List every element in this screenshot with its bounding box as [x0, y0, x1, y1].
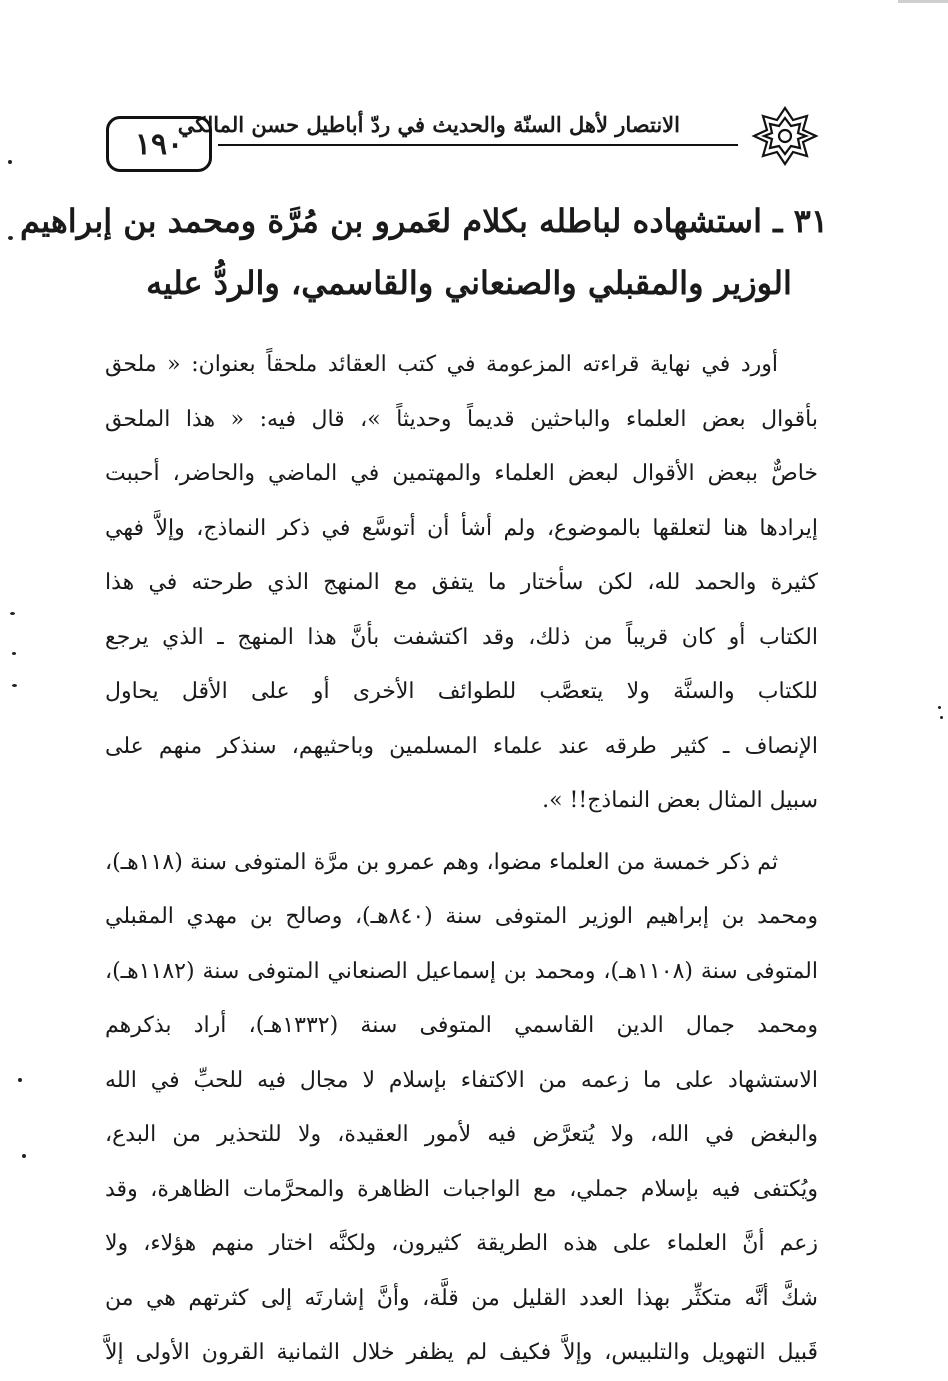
text-line: ومحمد بن إبراهيم الوزير المتوفى سنة (٨٤٠هـ)، وصالح بن مهدي المقبلي: [105, 904, 818, 929]
scan-speck: [10, 612, 15, 615]
text-line: إيرادها هنا لتعلقها بالموضوع، ولم أشأ أن أتوسَّع في ذكر النماذج، وإلاَّ فهي: [105, 515, 818, 541]
running-header-title: الانتصار لأهل السنّة والحديث في ردّ أباطيل حسن المالكي: [177, 112, 680, 137]
section-heading-line-2: الوزير والمقبلي والصنعاني والقاسمي، والردُّ عليه: [146, 264, 792, 302]
scan-speck: [12, 684, 17, 687]
section-heading: [19, 190, 828, 314]
text-line: شكَّ أنَّه متكثِّر بهذا العدد القليل من قلَّة، وأنَّ إشارتَه إلى كثرتهم هي من: [105, 1285, 818, 1311]
text-line: المتوفى سنة (١١٠٨هـ)، ومحمد بن إسماعيل الصنعاني المتوفى سنة (١١٨٢هـ)،: [105, 958, 818, 984]
text-line: الكتاب أو كان قريباً من ذلك، وقد اكتشفت بأنَّ هذا المنهج ـ الذي يرجع: [105, 624, 818, 650]
section-heading-line-1: ٣١ ـ استشهاده لباطله بكلام لعَمرو بن مُرَّة ومحمد بن إبراهيم: [19, 202, 828, 240]
page-number: ١٩٠: [106, 116, 212, 172]
text-line: أورد في نهاية قراءته المزعومة في كتب العقائد ملحقاً بعنوان: « ملحق: [105, 352, 778, 377]
scan-edge-line: [898, 0, 948, 3]
paragraph-2: [105, 836, 818, 1381]
text-line: بأقوال بعض العلماء والباحثين قديماً وحديثاً »، قال فيه: « هذا الملحق: [105, 406, 818, 432]
text-line: ويُكتفى فيه بإسلام جملي، مع الواجبات الظاهرة والمحرَّمات الظاهرة، وقد: [105, 1176, 818, 1202]
scan-speck: [18, 1078, 22, 1082]
body-text: [105, 338, 818, 1381]
text-line: زعم أنَّ العلماء على هذه الطريقة كثيرون، ولكنَّه اختار منهم هؤلاء، ولا: [105, 1231, 818, 1256]
text-line: ثم ذكر خمسة من العلماء مضوا، وهم عمرو بن مرَّة المتوفى سنة (١١٨هـ)،: [105, 849, 778, 875]
scan-speck: [940, 716, 943, 719]
star-ornament-icon: [740, 104, 830, 168]
text-line: الإنصاف ـ كثير طرقه عند علماء المسلمين وباحثيهم، سنذكر منهم على: [105, 733, 818, 759]
text-line: خاصٌّ ببعض الأقوال لبعض العلماء والمهتمين في الماضي والحاضر، أحببت: [105, 461, 818, 486]
text-line: قَبيل التهويل والتلبيس، وإلاَّ فكيف لم يظفر خلال الثمانية القرون الأولى إلاَّ: [105, 1340, 818, 1365]
text-line: للكتاب والسنَّة ولا يتعصَّب للطوائف الأخرى أو على الأقل يحاول: [105, 679, 818, 704]
scan-speck: [8, 160, 12, 164]
scan-speck: [12, 652, 16, 655]
running-header: [100, 104, 830, 174]
text-line: والبغض في الله، ولا يُتعرَّض فيه لأمور العقيدة، ولا للتحذير من البدع،: [105, 1122, 818, 1147]
text-line: كثيرة والحمد لله، لكن سأختار ما يتفق مع المنهج الذي طرحته في هذا: [105, 570, 818, 595]
text-line: سبيل المثال بعض النماذج!! ».: [542, 788, 818, 813]
scan-speck: [938, 706, 941, 709]
paragraph-1: [105, 338, 818, 829]
text-line: ومحمد جمال الدين القاسمي المتوفى سنة (١٣٣٢هـ)، أراد بذكرهم: [105, 1013, 818, 1038]
header-rule: [218, 144, 738, 146]
text-line: الاستشهاد على ما زعمه من الاكتفاء بإسلام لا مجال فيه للحبِّ في الله: [105, 1067, 818, 1093]
scan-speck: [22, 1154, 26, 1158]
scan-speck: [8, 236, 13, 240]
